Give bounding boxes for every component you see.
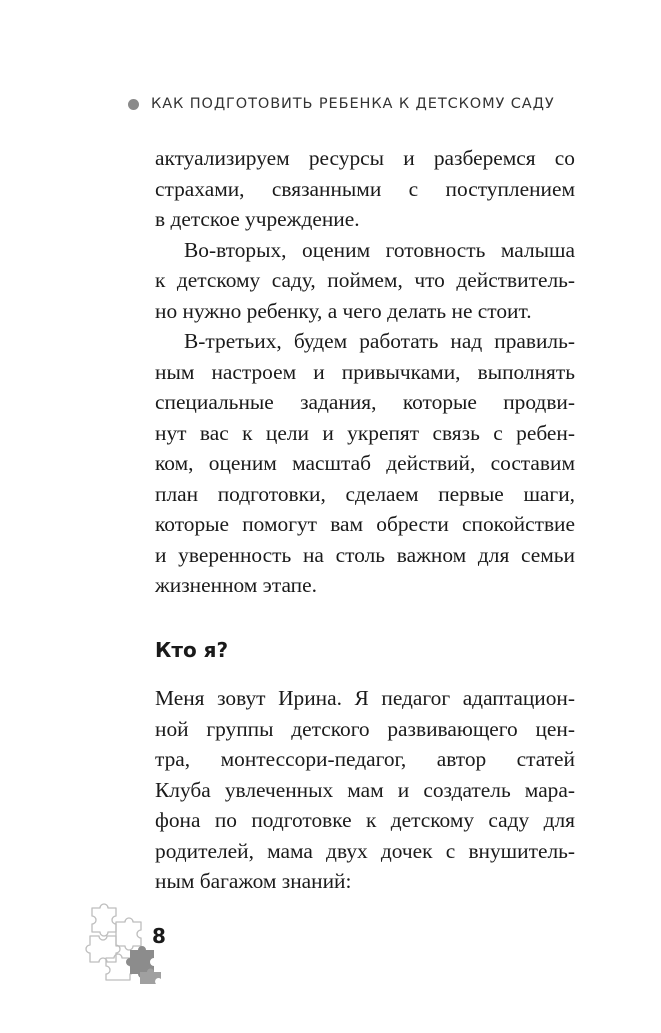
text-line: в детское учреждение.: [155, 207, 360, 231]
text-line: Меня зовут Ирина. Я педагог адаптацион-: [155, 686, 575, 710]
text-line: которые помогут вам обрести спокойствие: [155, 512, 575, 536]
body-text-bottom: [155, 683, 575, 897]
text-line: родителей, мама двух дочек с внушитель-: [155, 838, 575, 863]
text-line: Клуба увлеченных мам и создатель мара-: [155, 777, 575, 802]
text-line: ным настроем и привычками, выполнять: [155, 359, 575, 384]
text-line: специальные задания, которые продви-: [155, 390, 575, 414]
text-line: фона по подготовке к детскому саду для: [155, 808, 575, 832]
text-line: но нужно ребенку, а чего делать не стоит.: [155, 298, 532, 323]
text-line: ным багажом знаний:: [155, 869, 352, 893]
text-line: Во-вторых, оценим готовность малыша: [184, 237, 575, 262]
text-line: к детскому саду, поймем, что действитель-: [155, 268, 575, 292]
bullet-icon: [128, 99, 139, 110]
running-header: [128, 96, 555, 112]
text-line: страхами, связанными с поступлением: [155, 176, 575, 201]
text-line: жизненном этапе.: [155, 573, 317, 597]
body-text-top: [155, 143, 575, 601]
text-line: В-третьих, будем работать над правиль-: [184, 329, 575, 353]
text-line: ной группы детского развивающего цен-: [155, 716, 575, 741]
text-line: и уверенность на столь важном для семьи: [155, 542, 575, 567]
text-line: нут вас к цели и укрепят связь с ребен-: [155, 420, 575, 445]
section-heading: Кто я?: [155, 638, 229, 662]
running-title: КАК ПОДГОТОВИТЬ РЕБЕНКА К ДЕТСКОМУ САДУ: [151, 96, 555, 112]
text-line: план подготовки, сделаем первые шаги,: [155, 481, 575, 506]
text-line: ком, оценим масштаб действий, составим: [155, 451, 575, 475]
text-line: тра, монтессори-педагог, автор статей: [155, 747, 575, 771]
text-line: актуализируем ресурсы и разберемся со: [155, 146, 575, 170]
page-number: 8: [152, 924, 166, 948]
